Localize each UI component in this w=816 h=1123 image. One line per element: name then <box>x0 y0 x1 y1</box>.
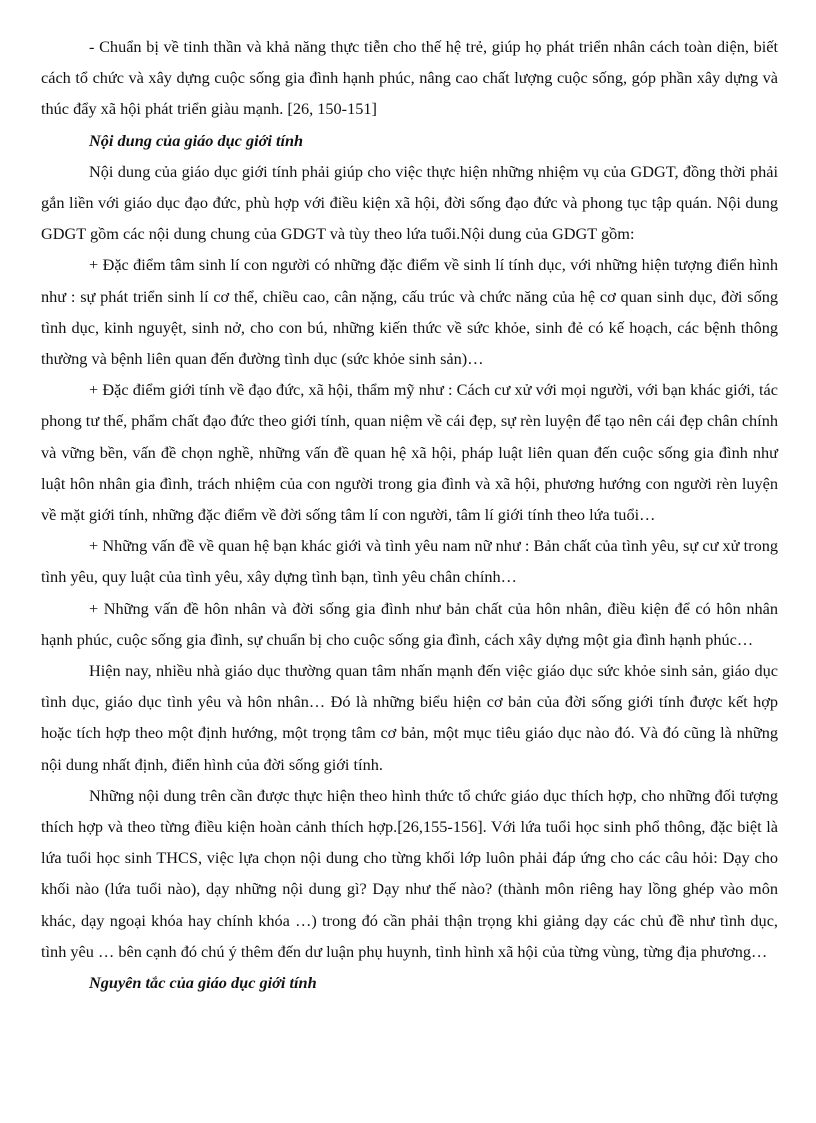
paragraph-content-intro: Nội dung của giáo dục giới tính phải giúp cho việc thực hiện những nhiệm vụ của GDGT, đồng thời phải gắn liền với giáo dục đạo đức, phù hợp với điều kiện xã hội, đời sống đạo đức và phong tục tập quán. Nội dung GDGT gồm các nội dung chung của GDGT và tùy theo lứa tuổi.Nội dung của GDGT gồm: <box>41 161 778 244</box>
section-heading-principles: Nguyên tắc của giáo dục giới tính <box>89 973 317 993</box>
list-item-marriage-family: + Những vấn đề hôn nhân và đời sống gia đình như bản chất của hôn nhân, điều kiện để có hôn nhân hạnh phúc, cuộc sống gia đình, sự chuẩn bị cho cuộc sống gia đình, cách xây dựng một gia đình hạnh phúc… <box>41 598 778 649</box>
document-page <box>41 31 778 998</box>
list-item-psychophysiology: + Đặc điểm tâm sinh lí con người có những đặc điểm về sinh lí tính dục, với những hiện tượng điển hình như : sự phát triển sinh lí cơ thể, chiều cao, cân nặng, cấu trúc và chức năng của hệ cơ quan sinh dục, đời sống tình dục, kinh nguyệt, sinh nở, cho con bú, những kiến thức về sức khỏe, sinh đẻ có kế hoạch, các bệnh thông thường và bệnh liên quan đến đường tình dục (sức khỏe sinh sản)… <box>41 255 778 369</box>
section-heading-content: Nội dung của giáo dục giới tính <box>89 130 304 150</box>
paragraph-implementation: Những nội dung trên cần được thực hiện theo hình thức tổ chức giáo dục thích hợp, cho những đối tượng thích hợp và theo từng điều kiện hoàn cảnh thích hợp.[26,155-156]. Với lứa tuổi học sinh phổ thông, đặc biệt là lứa tuổi học sinh THCS, việc lựa chọn nội dung cho từng khối lớp luôn phải đáp ứng cho các câu hỏi: Dạy cho khối nào (lứa tuổi nào), dạy những nội dung gì? Dạy như thế nào? (thành môn riêng hay lồng ghép vào môn khác, dạy ngoại khóa hay chính khóa …) trong đó cần phải thận trọng khi giảng dạy các chủ đề như tình dục, tình yêu … bên cạnh đó chú ý thêm đến dư luận phụ huynh, tình hình xã hội của từng vùng, từng địa phương… <box>41 785 778 961</box>
list-item-relationships: + Những vấn đề về quan hệ bạn khác giới và tình yêu nam nữ như : Bản chất của tình yêu, sự cư xử trong tình yêu, quy luật của tình yêu, xây dựng tình bạn, tình yêu chân chính… <box>41 536 778 587</box>
paragraph-current-focus: Hiện nay, nhiều nhà giáo dục thường quan tâm nhấn mạnh đến việc giáo dục sức khỏe sinh sản, giáo dục tình dục, giáo dục tình yêu và hôn nhân… Đó là những biểu hiện cơ bản của đời sống giới tính được kết hợp hoặc tích hợp theo một định hướng, một trọng tâm cơ bản, một mục tiêu giáo dục nào đó. Và đó cũng là những nội dung nhất định, điển hình của đời sống giới tính. <box>41 661 778 774</box>
paragraph-goal-preparation: - Chuẩn bị về tinh thần và khả năng thực tiễn cho thế hệ trẻ, giúp họ phát triển nhân cách toàn diện, biết cách tổ chức và xây dựng cuộc sống gia đình hạnh phúc, nâng cao chất lượng cuộc sống, góp phần xây dựng và thúc đẩy xã hội phát triển giàu mạnh. [26, 150-151] <box>41 37 778 119</box>
list-item-ethics-society: + Đặc điểm giới tính về đạo đức, xã hội, thẩm mỹ như : Cách cư xử với mọi người, với bạn khác giới, tác phong tư thế, phẩm chất đạo đức theo giới tính, quan niệm về cái đẹp, sự rèn luyện để tạo nên cái đẹp chân chính và vững bền, vấn đề chọn nghề, những vấn đề quan hệ xã hội, pháp luật liên quan đến cuộc sống gia đình như luật hôn nhân gia đình, trách nhiệm của con người trong gia đình và xã hội, phương hướng con người rèn luyện về mặt giới tính, những đặc điểm về đời sống tâm lí con người, tâm lí giới tính theo lứa tuổi… <box>41 380 778 525</box>
